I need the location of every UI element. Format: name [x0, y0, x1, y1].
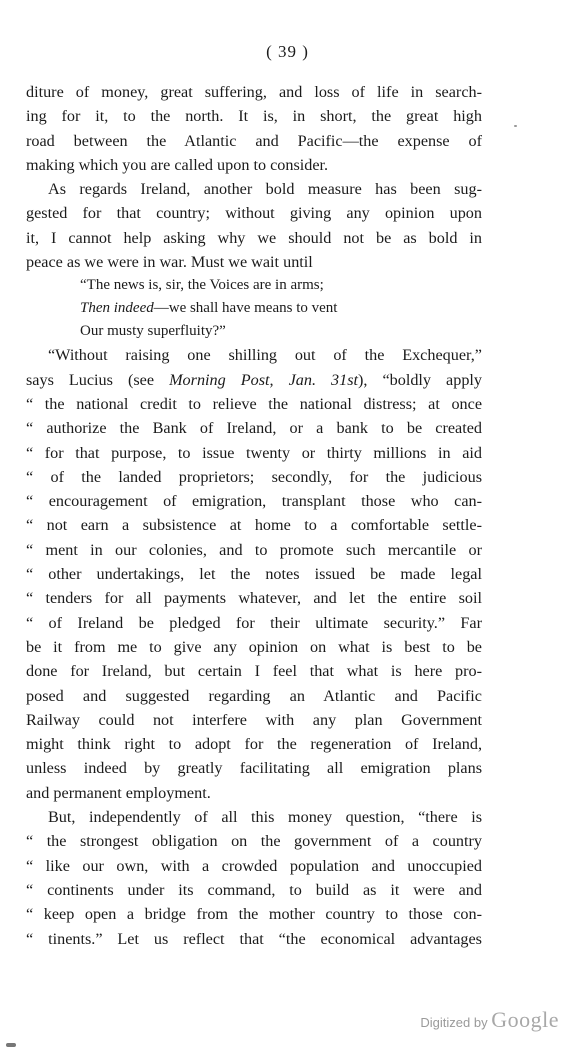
text-line: “Without raising one shilling out of the Exchequer,”	[48, 346, 482, 365]
text-line: ing for it, to the north. It is, in short, the great high	[26, 107, 482, 126]
digitized-by-watermark	[420, 1007, 559, 1033]
text-line: gested for that country; without giving any opinion upon	[26, 204, 482, 223]
text-line: “ of the landed proprietors; secondly, for the judicious	[26, 467, 482, 486]
text-line: says Lucius (see Morning Post, Jan. 31st), “boldly apply	[26, 370, 483, 389]
text-line: “ ment in our colonies, and to promote such mercantile or	[26, 540, 482, 559]
scan-mark	[6, 1043, 16, 1047]
text-line: unless indeed by greatly facilitating all emigration plans	[26, 759, 482, 778]
text-line: “ authorize the Bank of Ireland, or a bank to be created	[26, 419, 482, 438]
text-line: done for Ireland, but certain I feel that what is here pro-	[26, 662, 482, 681]
text-line: “ of Ireland be pledged for their ultimate security.” Far	[26, 613, 482, 632]
text-line: As regards Ireland, another bold measure has been sug-	[48, 180, 482, 199]
text-line: “ like our own, with a crowded population and unoccupied	[26, 856, 482, 875]
text-line: be it from me to give any opinion on what is best to be	[26, 637, 482, 656]
text-line: “ encouragement of emigration, transplant those who can-	[26, 492, 482, 511]
verse-quotation	[26, 274, 482, 343]
text-line: “ for that purpose, to issue twenty or thirty millions in aid	[26, 443, 482, 462]
text-line: and permanent employment.	[26, 783, 211, 802]
text-line: diture of money, great suffering, and loss of life in search-	[26, 83, 482, 101]
text-line: making which you are called upon to consider.	[26, 155, 329, 174]
body-text	[26, 80, 482, 951]
text-line: “ other undertakings, let the notes issued be made legal	[26, 565, 482, 584]
paper-speck	[514, 125, 517, 127]
paragraph-group-1	[26, 80, 482, 274]
text-line: “ tenders for all payments whatever, and let the entire soil	[26, 589, 482, 608]
text-line: might think right to adopt for the regeneration of Ireland,	[26, 735, 482, 754]
verse-line: Then indeed—we shall have means to vent	[80, 300, 338, 317]
verse-line: “The news is, sir, the Voices are in arms;	[80, 277, 324, 294]
google-logo: Google	[491, 1007, 559, 1032]
text-line: “ tinents.” Let us reflect that “the economical advantages	[26, 929, 482, 948]
text-line: posed and suggested regarding an Atlantic and Pacific	[26, 686, 482, 705]
page-number: ( 39 )	[266, 42, 309, 61]
text-line: “ keep open a bridge from the mother country to those con-	[26, 905, 482, 924]
text-line: But, independently of all this money question, “there is	[48, 808, 482, 827]
text-line: “ the national credit to relieve the national distress; at once	[26, 394, 482, 413]
verse-line: Our musty superfluity?”	[80, 323, 226, 340]
text-line: peace as we were in war. Must we wait until	[26, 253, 313, 272]
text-line: “ continents under its command, to build as it were and	[26, 880, 482, 899]
text-line: “ not earn a subsistence at home to a comfortable settle-	[26, 516, 482, 535]
digitized-by-label: Digitized by	[420, 1015, 488, 1030]
text-line: road between the Atlantic and Pacific—the expense of	[26, 131, 482, 150]
paragraph-group-2	[26, 343, 482, 950]
text-line: Railway could not interfere with any plan Government	[26, 710, 482, 729]
text-line: it, I cannot help asking why we should not be as bold in	[26, 228, 482, 247]
text-line: “ the strongest obligation on the government of a country	[26, 832, 482, 851]
